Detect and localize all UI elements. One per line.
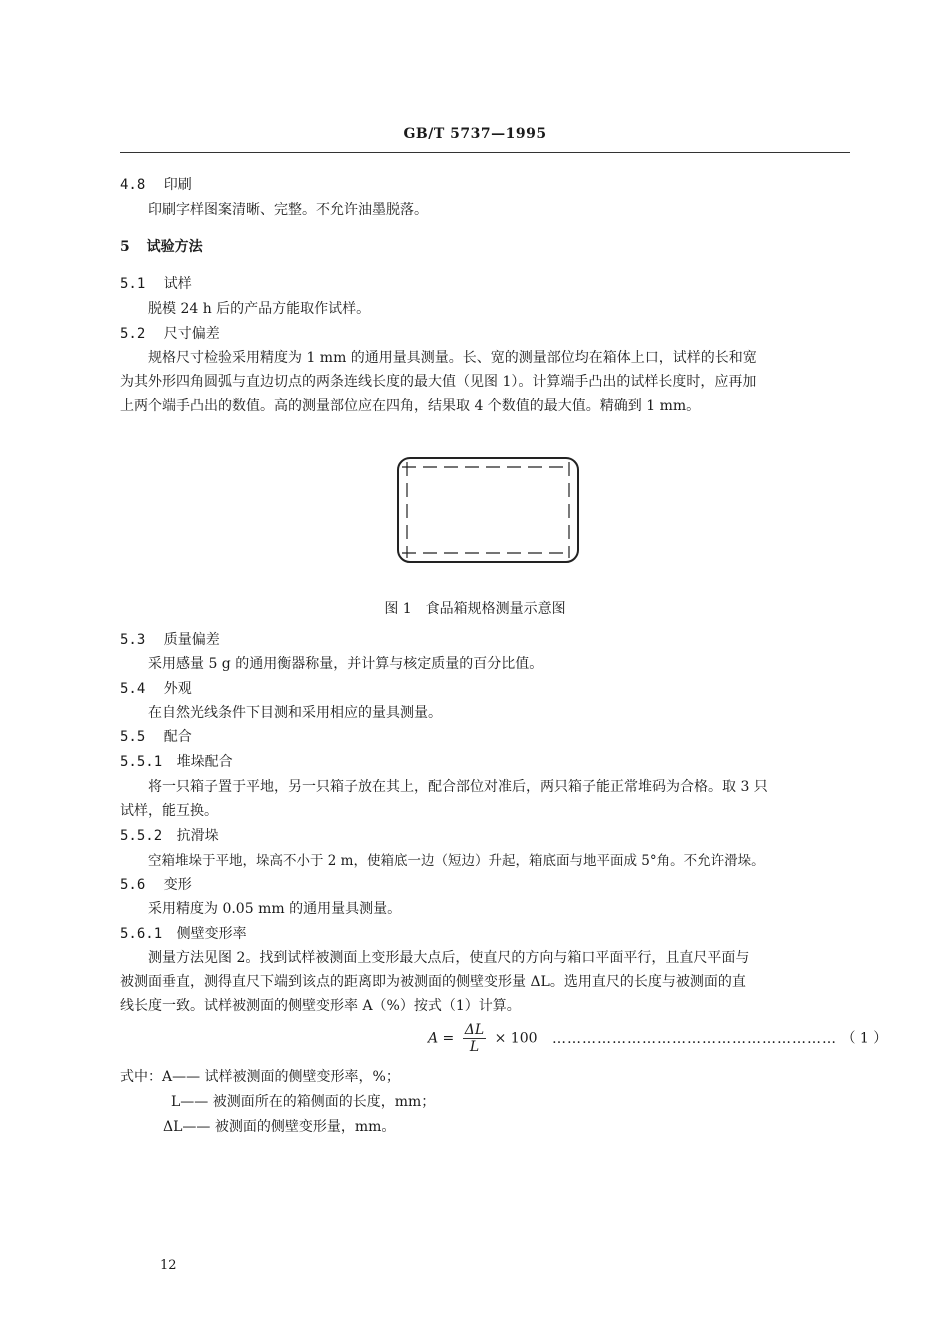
section-5-5-2-heading <box>120 826 219 846</box>
section-5-2-line-3: 上两个端手凸出的数值。高的测量部位应在四角，结果取 4 个数值的最大值。精确到 1 mm。 <box>120 398 701 414</box>
figure-1-caption: 图 1 食品箱规格测量示意图 <box>384 601 566 617</box>
section-5-3-body: 采用感量 5 g 的通用衡器称量，并计算与核定质量的百分比值。 <box>148 656 544 672</box>
section-title: 外观 <box>163 681 192 697</box>
section-5-5-1-line-1: 将一只箱子置于平地，另一只箱子放在其上，配合部位对准后，两只箱子能正常堆码为合格。取 3 只 <box>148 779 768 795</box>
section-number: 5.5 <box>120 729 146 745</box>
formula-dot-leader: ………………………………………………… <box>551 1030 837 1047</box>
section-5-5-2-body: 空箱堆垛于平地，垛高不小于 2 m，使箱底一边（短边）升起，箱底面与地平面成 5°角。不允许滑垛。 <box>148 853 765 869</box>
section-title: 尺寸偏差 <box>163 326 220 342</box>
formula-fraction <box>463 1022 486 1055</box>
section-5-6-body: 采用精度为 0.05 mm 的通用量具测量。 <box>148 901 402 917</box>
formula-numerator: ΔL <box>464 1022 485 1038</box>
section-title: 堆垛配合 <box>176 754 233 770</box>
section-5-6-1-heading <box>120 924 247 944</box>
section-5-5-1-heading <box>120 752 233 772</box>
section-title: 印刷 <box>163 177 192 193</box>
section-number: 5.1 <box>120 276 146 292</box>
section-5-5-1-line-2: 试样，能互换。 <box>120 803 218 819</box>
page-header: GB/T 5737—1995 <box>403 126 547 142</box>
section-5-4-heading <box>120 679 192 699</box>
page-number: 12 <box>160 1258 177 1273</box>
section-number: 5 <box>120 239 130 255</box>
section-title: 试验方法 <box>146 239 203 255</box>
section-4-8-body: 印刷字样图案清晰、完整。不允许油墨脱落。 <box>148 202 428 218</box>
formula-rhs: × 100 <box>494 1030 538 1047</box>
where-line-1: 式中：A—— 试样被测面的侧壁变形率，%； <box>120 1069 400 1085</box>
section-5-2-line-2: 为其外形四角圆弧与直边切点的两条连线长度的最大值（见图 1）。计算端手凸出的试样长度时，应再加 <box>120 374 757 390</box>
section-5-1-body: 脱模 24 h 后的产品方能取作试样。 <box>148 301 371 317</box>
formula-lhs: A = <box>428 1030 455 1047</box>
section-5-6-heading <box>120 875 192 895</box>
section-number: 5.4 <box>120 681 146 697</box>
header-rule <box>120 152 850 153</box>
section-5-2-heading <box>120 324 220 344</box>
section-number: 5.6.1 <box>120 926 163 942</box>
where-line-2: L—— 被测面所在的箱侧面的长度，mm； <box>171 1094 436 1110</box>
section-number: 5.2 <box>120 326 146 342</box>
section-title: 配合 <box>163 729 192 745</box>
formula-1 <box>428 1022 887 1055</box>
section-number: 5.3 <box>120 632 146 648</box>
section-5-6-1-line-1: 测量方法见图 2。找到试样被测面上变形最大点后，使直尺的方向与箱口平面平行，且直尺平面与 <box>148 950 750 966</box>
formula-number: （ 1 ） <box>841 1030 888 1047</box>
section-5-1-heading <box>120 274 192 294</box>
section-title: 质量偏差 <box>163 632 220 648</box>
section-title: 变形 <box>163 877 192 893</box>
where-line-3: ΔL—— 被测面的侧壁变形量，mm。 <box>163 1119 396 1135</box>
section-5-6-1-line-3: 线长度一致。试样被测面的侧壁变形率 A（%）按式（1）计算。 <box>120 998 521 1014</box>
section-5-6-1-line-2: 被测面垂直，测得直尺下端到该点的距离即为被测面的侧壁变形量 ΔL。选用直尺的长度与被测面的直 <box>120 974 746 990</box>
section-title: 侧壁变形率 <box>176 926 247 942</box>
formula-denominator: L <box>463 1038 486 1055</box>
section-number: 5.5.2 <box>120 828 163 844</box>
section-title: 试样 <box>163 276 192 292</box>
section-number: 4.8 <box>120 177 146 193</box>
figure-1-diagram <box>392 452 586 572</box>
section-number: 5.5.1 <box>120 754 163 770</box>
section-5-heading <box>120 237 203 257</box>
section-5-4-body: 在自然光线条件下目测和采用相应的量具测量。 <box>148 705 442 721</box>
section-5-2-line-1: 规格尺寸检验采用精度为 1 mm 的通用量具测量。长、宽的测量部位均在箱体上口，试样的长和宽 <box>148 350 757 366</box>
section-5-3-heading <box>120 630 220 650</box>
section-title: 抗滑垛 <box>176 828 219 844</box>
section-4-8-heading <box>120 175 192 195</box>
section-number: 5.6 <box>120 877 146 893</box>
section-5-5-heading <box>120 727 192 747</box>
box-outline <box>398 458 578 562</box>
